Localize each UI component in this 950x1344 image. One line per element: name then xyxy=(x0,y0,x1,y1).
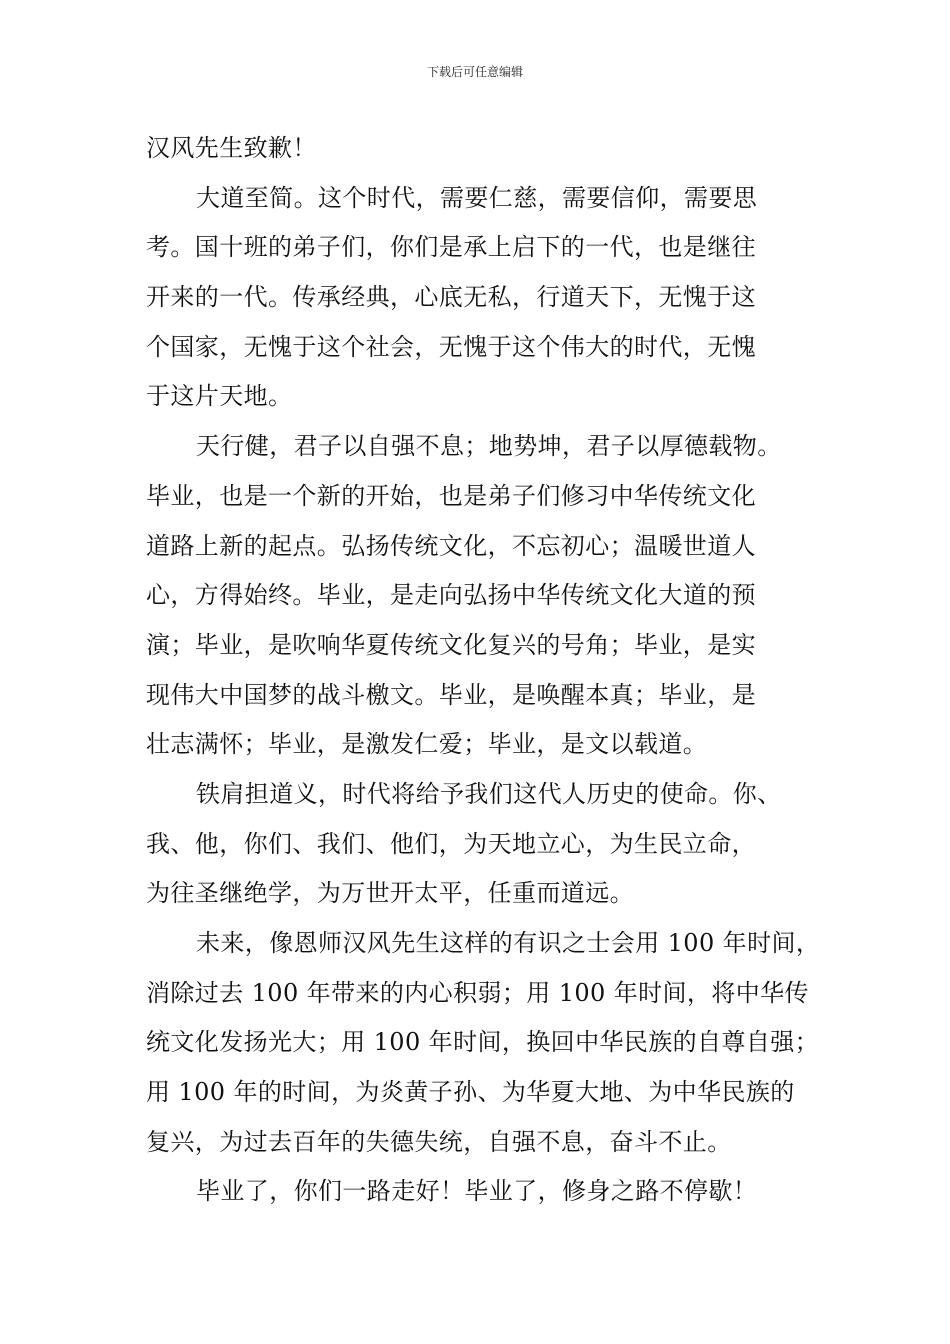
text-line: 考。国十班的弟子们，你们是承上启下的一代，也是继往 xyxy=(146,233,756,262)
paragraph-first-line: 天行健，君子以自强不息；地势坤，君子以厚德载物。 xyxy=(196,432,782,461)
document-body xyxy=(146,124,821,1217)
paragraph-first-line: 大道至简。这个时代，需要仁慈，需要信仰，需要思 xyxy=(196,183,758,212)
text-line: 演；毕业，是吹响华夏传统文化复兴的号角；毕业，是实 xyxy=(146,630,756,659)
text-line: 心，方得始终。毕业，是走向弘扬中华传统文化大道的预 xyxy=(146,581,756,610)
text-line: 我、他，你们、我们、他们，为天地立心，为生民立命， xyxy=(146,829,756,858)
text-line: 开来的一代。传承经典，心底无私，行道天下，无愧于这 xyxy=(146,283,756,312)
paragraph-first-line: 铁肩担道义，时代将给予我们这代人历史的使命。你、 xyxy=(196,779,782,808)
text-line: 用 100 年的时间，为炎黄子孙、为华夏大地、为中华民族的 xyxy=(146,1078,795,1107)
text-line: 消除过去 100 年带来的内心积弱；用 100 年时间，将中华传 xyxy=(146,978,809,1007)
text-line: 壮志满怀；毕业，是激发仁爱；毕业，是文以载道。 xyxy=(146,730,708,759)
text-line: 于这片天地。 xyxy=(146,382,293,411)
paragraph-first-line: 毕业了，你们一路走好！毕业了，修身之路不停歇！ xyxy=(196,1177,758,1206)
paragraph-first-line: 未来，像恩师汉风先生这样的有识之士会用 100 年时间， xyxy=(196,929,821,957)
page-header: 下载后可任意编辑 xyxy=(426,65,523,79)
text-line: 复兴，为过去百年的失德失统，自强不息，奋斗不止。 xyxy=(146,1127,732,1156)
text-line: 为往圣继绝学，为万世开太平，任重而道远。 xyxy=(146,879,634,908)
text-line: 个国家，无愧于这个社会，无愧于这个伟大的时代，无愧 xyxy=(146,332,756,361)
text-line: 汉风先生致歉！ xyxy=(146,134,317,162)
text-line: 毕业，也是一个新的开始，也是弟子们修习中华传统文化 xyxy=(146,481,756,510)
text-line: 统文化发扬光大；用 100 年时间，换回中华民族的自尊自强； xyxy=(146,1028,820,1057)
text-line: 道路上新的起点。弘扬传统文化，不忘初心；温暖世道人 xyxy=(146,531,756,560)
text-line: 现伟大中国梦的战斗檄文。毕业，是唤醒本真；毕业，是 xyxy=(146,680,756,709)
